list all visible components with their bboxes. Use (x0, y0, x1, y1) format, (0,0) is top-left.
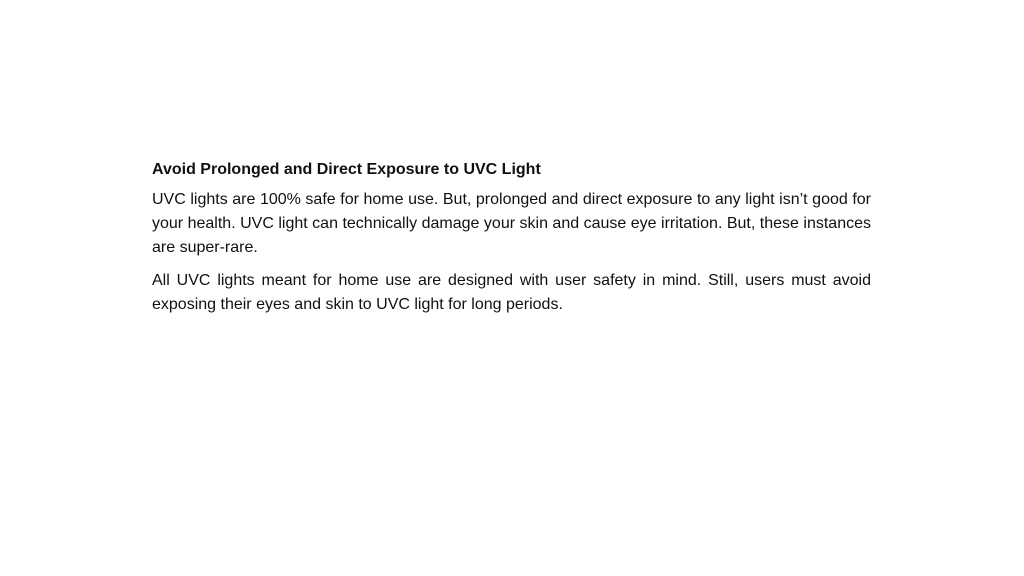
paragraph-user-safety: All UVC lights meant for home use are designed with user safety in mind. Still, users must avoid exposing their eyes and skin to UVC light for long periods. (152, 272, 871, 313)
section-heading: Avoid Prolonged and Direct Exposure to UVC Light (152, 161, 541, 178)
paragraph-safety-note: UVC lights are 100% safe for home use. But, prolonged and direct exposure to any light isn’t good for your health. UVC light can technically damage your skin and cause eye irritation. But, these instances are super-rare. (152, 191, 871, 256)
slide-content (152, 160, 871, 326)
